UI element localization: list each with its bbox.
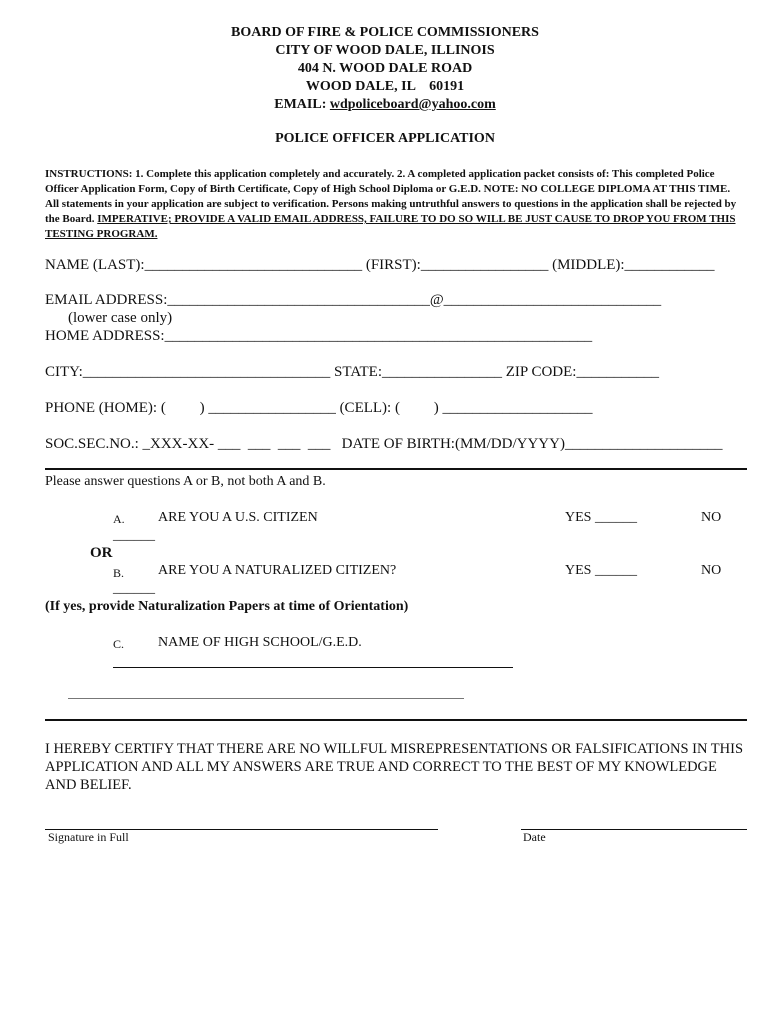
question-b-letter: B. — [113, 566, 125, 580]
imperative-note: IMPERATIVE; PROVIDE A VALID EMAIL ADDRESS, FAILURE TO DO SO WILL BE JUST CAUSE TO DROP YOU FROM THIS TESTING PROGRAM. — [45, 213, 736, 240]
question-c-letter: C. — [113, 637, 125, 651]
question-a-no-blank[interactable]: ______ — [113, 528, 155, 543]
instructions — [45, 167, 745, 242]
city-state-zip-field[interactable]: CITY:_________________________________ STATE:________________ ZIP CODE:___________ — [45, 364, 659, 380]
question-a-yes[interactable]: YES ______ — [565, 510, 637, 525]
date-line[interactable] — [521, 829, 747, 830]
email-label: EMAIL: — [274, 97, 327, 112]
ssn-dob-field[interactable]: SOC.SEC.NO.: _XXX-XX- ___ ___ ___ ___ DATE OF BIRTH:(MM/DD/YYYY)_____________________ — [45, 436, 723, 452]
email-line — [0, 97, 770, 113]
street-line: 404 N. WOOD DALE ROAD — [297, 61, 473, 76]
questions-intro: Please answer questions A or B, not both A and B. — [45, 474, 326, 489]
board-title: BOARD OF FIRE & POLICE COMMISSIONERS — [231, 25, 539, 40]
name-field[interactable]: NAME (LAST):_____________________________ (FIRST):_________________ (MIDDLE):____________ — [45, 257, 715, 273]
home-address-field[interactable]: HOME ADDRESS:_________________________________________________________ — [45, 328, 593, 344]
question-c-text: NAME OF HIGH SCHOOL/G.E.D. — [158, 635, 362, 650]
board-email-link[interactable]: wdpoliceboard@yahoo.com — [329, 97, 496, 112]
high-school-line-2[interactable] — [68, 698, 464, 699]
high-school-line-1[interactable] — [113, 667, 513, 668]
section-divider — [45, 468, 747, 470]
naturalization-note: (If yes, provide Naturalization Papers at time of Orientation) — [45, 599, 409, 614]
certification-text: I HEREBY CERTIFY THAT THERE ARE NO WILLFUL MISREPRESENTATIONS OR FALSIFICATIONS IN THIS APPLICATION AND ALL MY ANSWERS ARE TRUE AND CORRECT TO THE BEST OF MY KNOWLEDGE AND BELIEF. — [45, 741, 744, 793]
signature-label: Signature in Full — [48, 830, 129, 844]
question-b-text: ARE YOU A NATURALIZED CITIZEN? — [158, 563, 397, 578]
certification-divider — [45, 719, 747, 721]
question-a-text: ARE YOU A U.S. CITIZEN — [158, 510, 318, 525]
email-note: (lower case only) — [68, 310, 173, 326]
citystate-line: WOOD DALE, IL 60191 — [305, 79, 465, 94]
phone-field[interactable]: PHONE (HOME): ( ) _________________ (CELL): ( ) ____________________ — [45, 400, 593, 416]
question-b-no[interactable]: NO — [701, 563, 722, 578]
email-field[interactable]: EMAIL ADDRESS:___________________________________@_____________________________ — [45, 292, 662, 308]
date-label: Date — [523, 830, 546, 844]
city-line: CITY OF WOOD DALE, ILLINOIS — [275, 43, 495, 58]
question-a-letter: A. — [113, 512, 125, 526]
question-a-no[interactable]: NO — [701, 510, 722, 525]
or-label: OR — [90, 545, 113, 561]
question-b-no-blank[interactable]: ______ — [113, 581, 155, 596]
question-b-yes[interactable]: YES ______ — [565, 563, 637, 578]
instructions-text: INSTRUCTIONS: 1. Complete this application completely and accurately. 2. A completed application packet consists of: This completed Police Officer Application Form, Copy of Birth Certificate, Copy of High School Diploma or G.E.D. NOTE: NO COLLEGE DIPLOMA AT THIS TIME. All statements in your application are subject to verification. Persons making untruthful answers to questions in the application shall be rejected by the Board. — [45, 168, 737, 225]
form-title: POLICE OFFICER APPLICATION — [275, 131, 495, 146]
